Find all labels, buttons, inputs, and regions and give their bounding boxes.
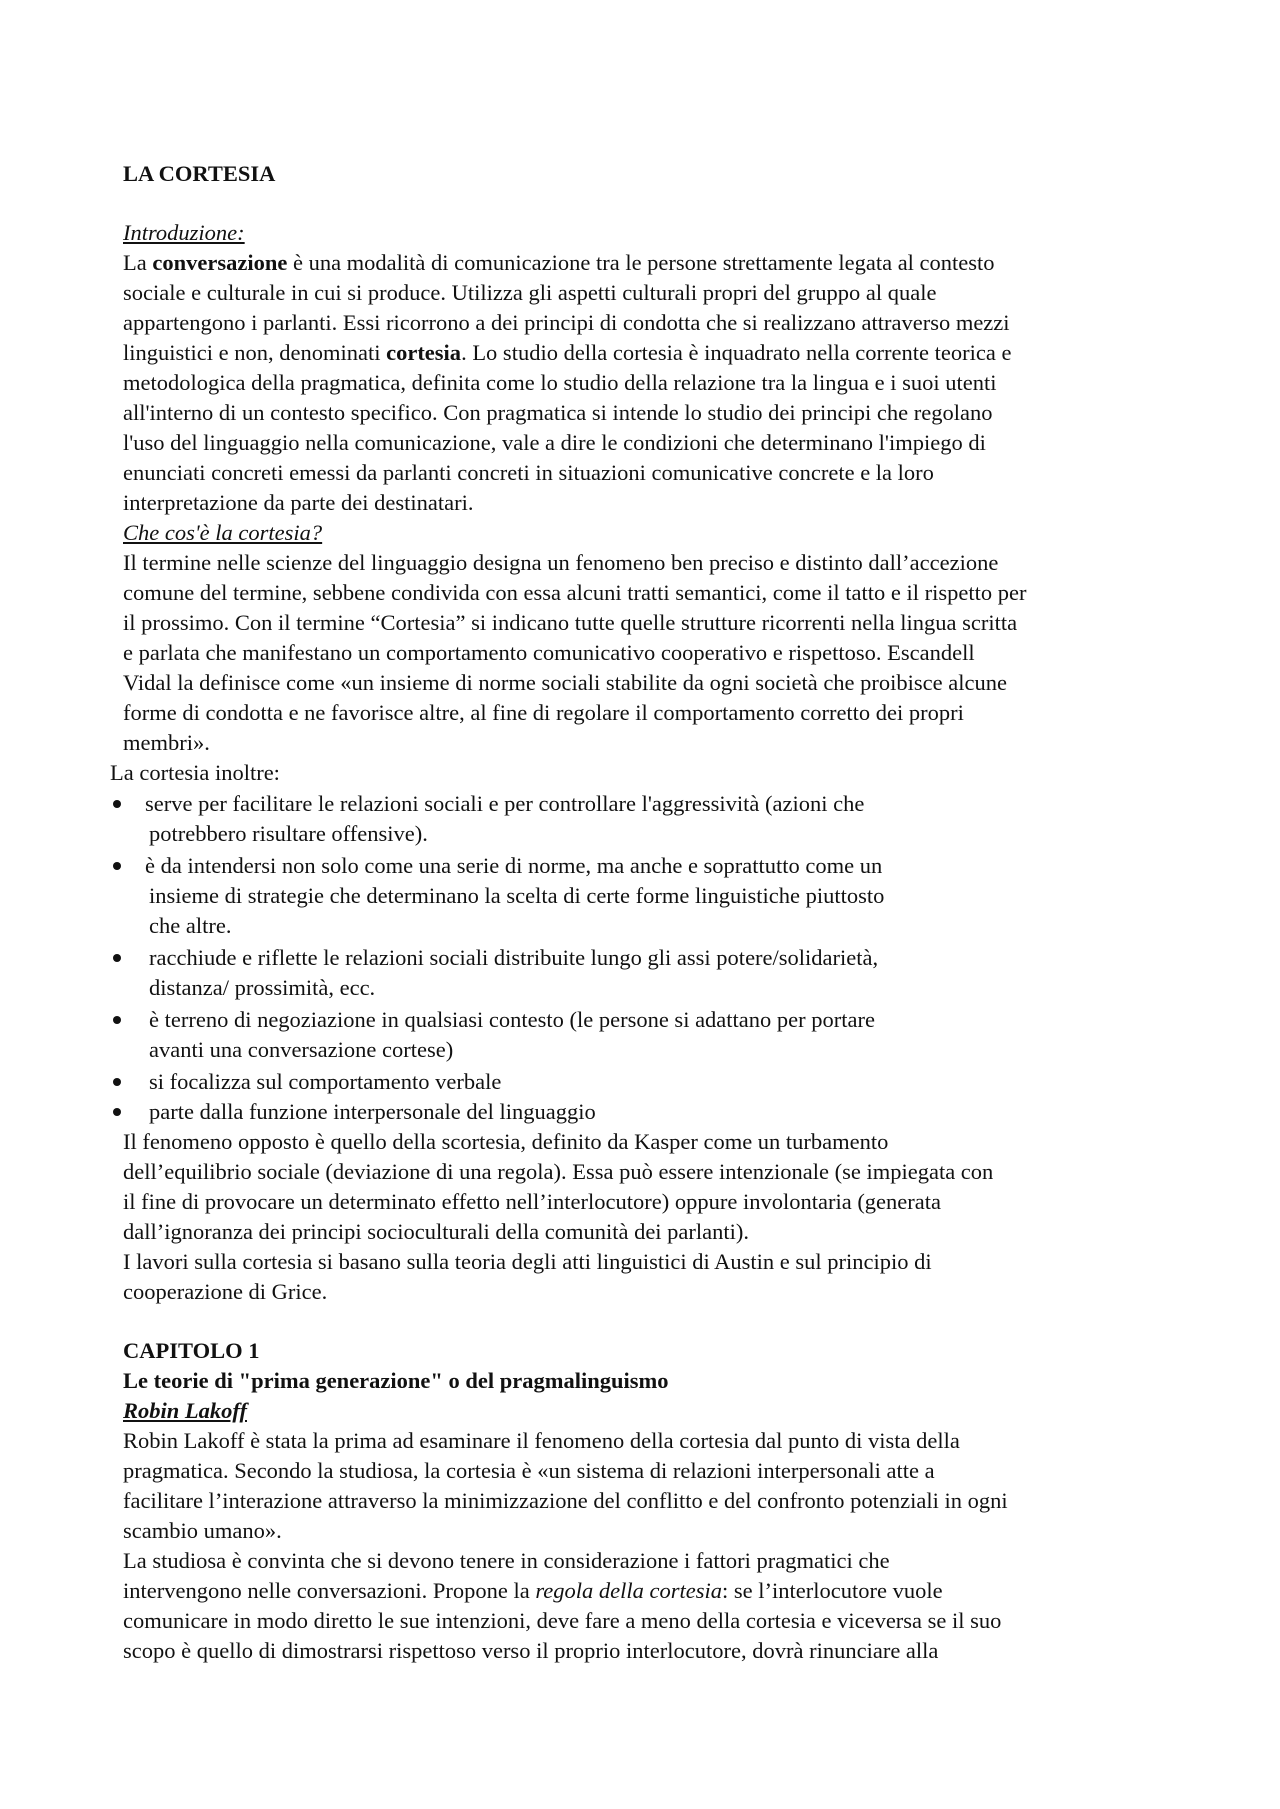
scortesia-line: cooperazione di Grice. [123,1279,328,1304]
chapter-line: scopo è quello di dimostrarsi rispettoso verso il proprio interlocutore, dovrà rinunciare alla [123,1638,939,1663]
bullet-item-line: parte dalla funzione interpersonale del linguaggio [149,1099,596,1124]
bullet-item-line: racchiude e riflette le relazioni sociali distribuite lungo gli assi potere/solidarietà, [149,945,879,970]
definition-line: Vidal la definisce come «un insieme di norme sociali stabilite da ogni società che proibisce alcune [123,670,1007,695]
bullet-item-line: è terreno di negoziazione in qualsiasi contesto (le persone si adattano per portare [149,1007,875,1032]
definition-line: membri». [123,730,210,755]
chapter-author-heading: Robin Lakoff [123,1398,247,1423]
bullet-icon [113,1016,121,1024]
definition-heading: Che cos'è la cortesia? [123,520,323,545]
intro-line: sociale e culturale in cui si produce. Utilizza gli aspetti culturali propri del gruppo al quale [123,280,937,305]
bullet-item-line: è da intendersi non solo come una serie di norme, ma anche e soprattutto come un [145,853,883,878]
intro-line: appartengono i parlanti. Essi ricorrono a dei principi di condotta che si realizzano attraverso mezzi [123,310,1010,335]
chapter-line [123,1576,943,1606]
bullet-item-line: che altre. [149,913,232,938]
definition-line: comune del termine, sebbene condivida con essa alcuni tratti semantici, come il tatto e il rispetto per [123,580,1027,605]
scortesia-line: dell’equilibrio sociale (deviazione di una regola). Essa può essere intenzionale (se impiegata con [123,1159,994,1184]
text-run: La [123,250,153,275]
text-run: intervengono nelle conversazioni. Propone la [123,1578,536,1603]
text-run: : se l’interlocutore vuole [722,1578,943,1603]
scortesia-line: I lavori sulla cortesia si basano sulla teoria degli atti linguistici di Austin e sul principio di [123,1249,932,1274]
definition-line: Il termine nelle scienze del linguaggio designa un fenomeno ben preciso e distinto dall’accezione [123,550,999,575]
scortesia-line: Il fenomeno opposto è quello della scortesia, definito da Kasper come un turbamento [123,1129,889,1154]
bullet-icon [113,862,121,870]
intro-line: interpretazione da parte dei destinatari. [123,490,474,515]
chapter-line: facilitare l’interazione attraverso la minimizzazione del conflitto e del confronto potenziali in ogni [123,1488,1008,1513]
bullet-item-line: serve per facilitare le relazioni sociali e per controllare l'aggressività (azioni che [145,791,865,816]
bullet-item-line: distanza/ prossimità, ecc. [149,975,376,1000]
intro-line [123,338,1011,368]
chapter-subtitle: Le teorie di "prima generazione" o del pragmalinguismo [123,1368,669,1393]
bullet-icon [113,954,121,962]
intro-heading: Introduzione: [123,220,245,245]
term-regola-della-cortesia: regola della cortesia [535,1578,723,1603]
scortesia-line: dall’ignoranza dei principi socioculturali della comunità dei parlanti). [123,1219,750,1244]
bullet-item-line: potrebbero risultare offensive). [149,821,428,846]
chapter-line: La studiosa è convinta che si devono tenere in considerazione i fattori pragmatici che [123,1548,890,1573]
bullet-icon [113,1108,121,1116]
bullet-item-line: avanti una conversazione cortese) [149,1037,454,1062]
bullet-icon [113,1078,121,1086]
intro-line: enunciati concreti emessi da parlanti concreti in situazioni comunicative concrete e la loro [123,460,934,485]
intro-line: l'uso del linguaggio nella comunicazione, vale a dire le condizioni che determinano l'impiego di [123,430,986,455]
chapter-line: scambio umano». [123,1518,282,1543]
definition-line: forme di condotta e ne favorisce altre, al fine di regolare il comportamento corretto dei propri [123,700,964,725]
intro-line: metodologica della pragmatica, definita come lo studio della relazione tra la lingua e i suoi utenti [123,370,997,395]
chapter-line: comunicare in modo diretto le sue intenzioni, deve fare a meno della cortesia e viceversa se il suo [123,1608,1002,1633]
text-run: linguistici e non, denominati [123,340,387,365]
definition-line: e parlata che manifestano un comportamento comunicativo cooperativo e rispettoso. Escandell [123,640,975,665]
chapter-title: CAPITOLO 1 [123,1338,260,1363]
chapter-line: Robin Lakoff è stata la prima ad esaminare il fenomeno della cortesia dal punto di vista della [123,1428,960,1453]
term-cortesia: cortesia [386,340,462,365]
scortesia-line: il fine di provocare un determinato effetto nell’interlocutore) oppure involontaria (generata [123,1189,941,1214]
list-intro: La cortesia inoltre: [110,760,280,785]
chapter-line: pragmatica. Secondo la studiosa, la cortesia è «un sistema di relazioni interpersonali atte a [123,1458,935,1483]
text-run: è una modalità di comunicazione tra le persone strettamente legata al contesto [287,250,995,275]
intro-line: all'interno di un contesto specifico. Con pragmatica si intende lo studio dei principi che regolano [123,400,993,425]
bullet-item-line: insieme di strategie che determinano la scelta di certe forme linguistiche piuttosto [149,883,885,908]
document-title: LA CORTESIA [123,161,276,186]
bullet-item-line: si focalizza sul comportamento verbale [149,1069,502,1094]
term-conversazione: conversazione [152,250,288,275]
intro-line [123,248,995,278]
bullet-icon [113,800,121,808]
text-run: . Lo studio della cortesia è inquadrato nella corrente teorica e [461,340,1012,365]
definition-line: il prossimo. Con il termine “Cortesia” si indicano tutte quelle strutture ricorrenti nella lingua scritta [123,610,1018,635]
